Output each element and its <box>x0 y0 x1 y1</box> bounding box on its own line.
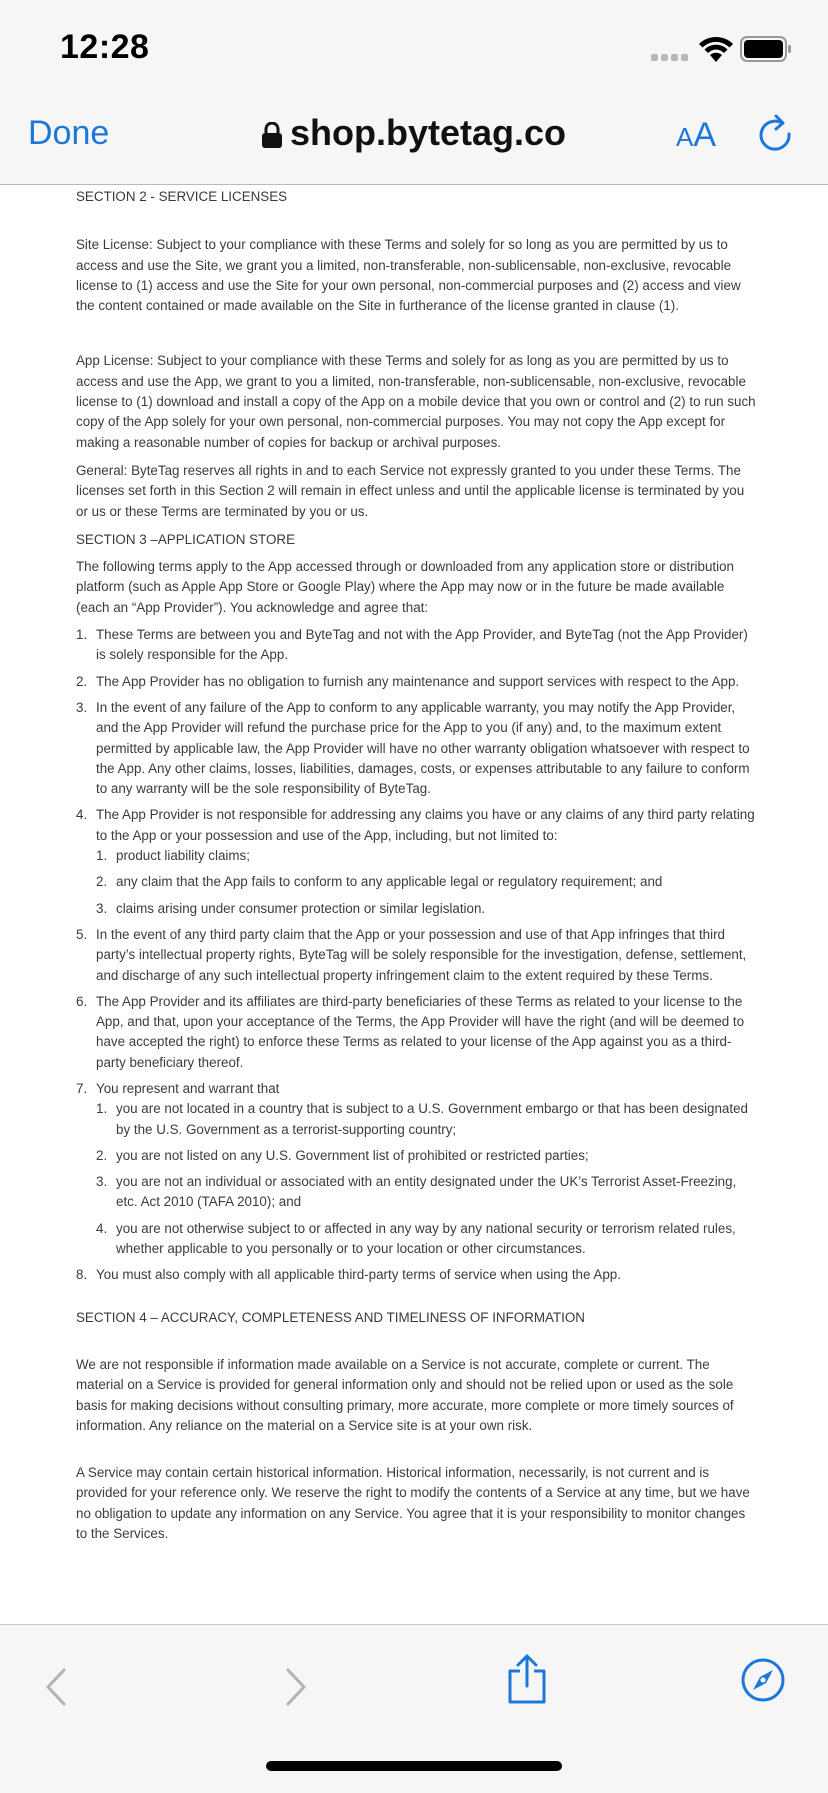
share-icon[interactable] <box>506 1653 548 1705</box>
list-text: You represent and warrant that <box>96 1080 280 1096</box>
sub-list-item <box>76 1146 756 1166</box>
list-text: you are not located in a country that is subject to a U.S. Government embargo or that has been designated by the U.S. Government as a terrorist-supporting country; <box>116 1101 748 1137</box>
sub-list <box>76 1099 756 1259</box>
section-4-heading: SECTION 4 – ACCURACY, COMPLETENESS AND TIMELINESS OF INFORMATION <box>76 1309 585 1325</box>
list-number: 8. <box>76 1267 88 1283</box>
list-text: any claim that the App fails to conform to any applicable legal or regulatory requirement; and <box>116 874 663 890</box>
lock-icon <box>262 122 282 148</box>
list-text: you are not listed on any U.S. Government list of prohibited or restricted parties; <box>116 1147 589 1163</box>
list-text: In the event of any third party claim that the App or your possession and use of that App infringes that third party’s intellectual property rights, ByteTag will be solely responsible for the investigation, defense, settlement, and discharge of any such intellectual property infringement claim to the extent required by these Terms. <box>96 926 747 983</box>
list-item <box>76 1265 756 1285</box>
list-text: In the event of any failure of the App to conform to any applicable warranty, you may notify the App Provider, and the App Provider will refund the purchase price for the App to you (if any) and, to the maximum extent permitted by applicable law, the App Provider will have no other warranty obligation whatsoever with respect to the App. Any other claims, losses, liabilities, damages, costs, or expenses attributable to any failure to conform to any warranty will be the sole responsibility of ByteTag. <box>96 699 750 797</box>
section-3-heading: SECTION 3 –APPLICATION STORE <box>76 531 296 547</box>
browser-nav-bar <box>0 94 828 185</box>
list-text: The App Provider has no obligation to furnish any maintenance and support services with respect to the App. <box>96 673 740 689</box>
list-number: 4. <box>76 807 88 823</box>
status-time: 12:28 <box>60 28 150 66</box>
sub-list-item <box>76 1172 756 1213</box>
battery-icon <box>740 36 792 62</box>
list-text: product liability claims; <box>116 848 250 864</box>
list-text: you are not otherwise subject to or affected in any way by any national security or terrorism related rules, whether applicable to you personally or to your location or other circumstances. <box>116 1220 736 1257</box>
sub-list-item <box>76 1099 756 1140</box>
url-text: shop.bytetag.co <box>289 112 567 153</box>
list-text: you are not an individual or associated with an entity designated under the UK’s Terrorist Asset-Freezing, etc. Act 2010 (TAFA 2010); and <box>116 1174 737 1210</box>
app-license-paragraph: App License: Subject to your compliance with these Terms and solely for as long as you are permitted by us to access and use the App, we grant to you a limited, non-transferable, non-sublicensable, non-exclusive, revocable license to (1) download and install a copy of the App on a mobile device that you own or control and (2) to run such copy of the App solely for your own personal, non-commercial purposes. You may not copy the App except for making a reasonable number of copies for backup or archival purposes. <box>76 353 756 450</box>
list-text: The App Provider is not responsible for addressing any claims you have or any claims of any third party relating to the App or your possession and use of the App, including, but not limited to: <box>96 807 755 843</box>
list-text: claims arising under consumer protection or similar legislation. <box>116 900 486 916</box>
list-number: 7. <box>76 1080 88 1096</box>
sub-list-item <box>76 1219 756 1260</box>
reload-icon[interactable] <box>758 112 794 152</box>
app-store-terms-list <box>76 625 756 1286</box>
general-paragraph: General: ByteTag reserves all rights in and to each Service not expressly granted to you under these Terms. The licenses set forth in this Section 2 will remain in effect unless and until the applicable license is terminated by you or us or these Terms are terminated by you or us. <box>76 462 745 519</box>
list-item <box>76 992 756 1073</box>
compass-icon[interactable] <box>740 1657 786 1703</box>
section-4-paragraph-2: A Service may contain certain historical information. Historical information, necessarily, is not current and is provided for your reference only. We reserve the right to modify the contents of a Service at any time, but we have no obligation to update any information on any Service. You agree that it is your responsibility to monitor changes to the Services. <box>76 1465 750 1542</box>
list-item <box>76 625 756 666</box>
list-number: 4. <box>96 1220 108 1236</box>
list-item <box>76 1079 756 1259</box>
list-number: 2. <box>96 1147 108 1163</box>
aa-small-letter: A <box>676 122 694 152</box>
done-button[interactable]: Done <box>28 114 110 152</box>
list-item <box>76 925 756 986</box>
list-text: These Terms are between you and ByteTag and not with the App Provider, and ByteTag (not the App Provider) is solely responsible for the App. <box>96 627 748 663</box>
forward-icon[interactable] <box>284 1667 308 1707</box>
sub-list-item <box>76 899 756 919</box>
section-3-intro: The following terms apply to the App accessed through or downloaded from any application store or distribution platform (such as Apple App Store or Google Play) where the App may now or in the future be made available (each an “App Provider”). You acknowledge and agree that: <box>76 559 735 615</box>
home-indicator[interactable] <box>266 1761 562 1771</box>
list-number: 2. <box>76 673 88 689</box>
section-4-paragraph-1: We are not responsible if information made available on a Service is not accurate, complete or current. The material on a Service is provided for general information only and should not be relied upon or used as the sole basis for making decisions without consulting primary, more accurate, more complete or more timely sources of information. Any reliance on the material on a Service site is at your own risk. <box>76 1356 734 1433</box>
list-number: 3. <box>96 1174 108 1190</box>
list-item <box>76 698 756 799</box>
sub-list <box>76 846 756 919</box>
aa-large-letter: A <box>693 116 717 154</box>
site-license-paragraph: Site License: Subject to your compliance with these Terms and solely for so long as you are permitted by us to access and use the Site, we grant you a limited, non-transferable, non-sublicensable, non-exclusive, revocable license to (1) access and use the Site for your own personal, non-commercial purposes and (2) access and view the content contained or made available on the Site in furtherance of the license granted in clause (1). <box>76 237 741 314</box>
list-number: 1. <box>76 627 88 643</box>
section-2-heading: SECTION 2 - SERVICE LICENSES <box>76 189 288 204</box>
back-icon[interactable] <box>44 1667 68 1707</box>
sub-list-item <box>76 846 756 866</box>
text-size-button[interactable] <box>676 116 716 155</box>
list-number: 6. <box>76 993 88 1009</box>
sub-list-item <box>76 872 756 892</box>
list-number: 3. <box>76 699 88 715</box>
list-number: 1. <box>96 848 108 864</box>
terms-document <box>76 185 756 1544</box>
list-item <box>76 805 756 918</box>
web-content[interactable] <box>0 185 828 1624</box>
list-number: 5. <box>76 926 88 942</box>
list-number: 1. <box>96 1101 108 1117</box>
list-number: 2. <box>96 874 108 890</box>
status-bar <box>0 0 828 94</box>
list-text: You must also comply with all applicable third-party terms of service when using the App. <box>96 1267 621 1283</box>
cellular-signal-icon <box>651 54 691 62</box>
wifi-icon <box>698 36 734 64</box>
list-number: 3. <box>96 900 108 916</box>
list-item <box>76 672 756 692</box>
list-text: The App Provider and its affiliates are third-party beneficiaries of these Terms as related to your license to the App, and that, upon your acceptance of the Terms, the App Provider will have the right (and will be deemed to have accepted the right) to enforce these Terms as related to your license of the App against you as a third-party beneficiary thereof. <box>96 993 745 1070</box>
